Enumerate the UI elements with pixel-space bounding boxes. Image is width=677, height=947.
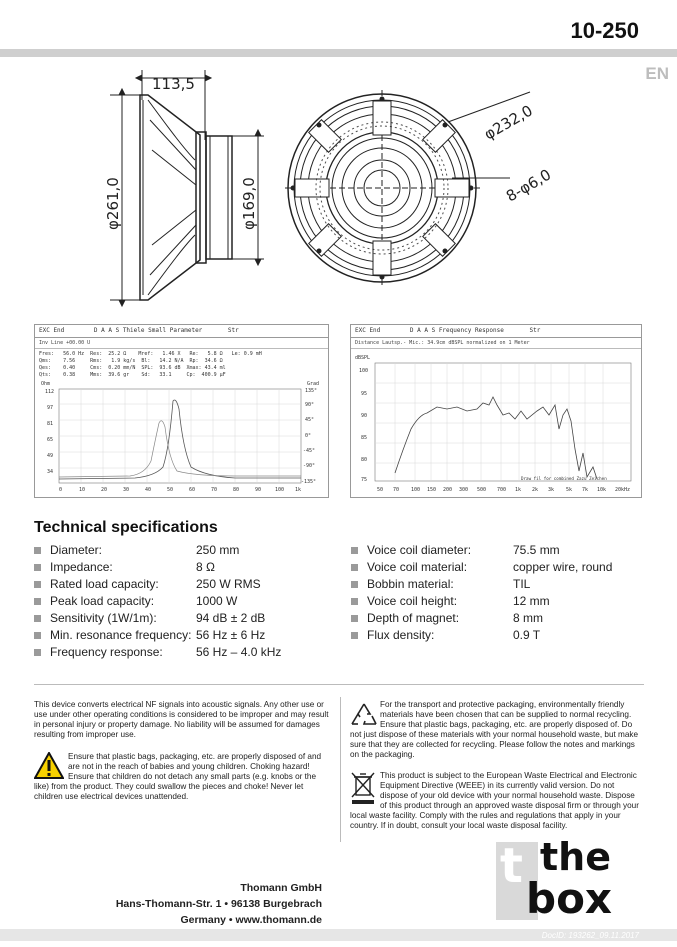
fr-y-tick: 95 [361,391,368,397]
spec-value: 8 Ω [196,560,215,574]
weee-text [350,771,642,831]
spec-row [34,576,334,593]
fr-x-tick: 70 [393,487,400,493]
tsp-y-right-tick: 90° [305,402,315,408]
spec-row [351,610,651,627]
spec-row [34,559,334,576]
dim-depth: 113,5 [152,75,195,93]
spec-value: 8 mm [513,611,543,625]
dim-outer-diameter: φ261,0 [104,177,122,230]
spec-value: 56 Hz ± 6 Hz [196,628,266,642]
tsp-param-line: Qts: 0.38 Mms: 39.6 gr Sd: 33.1 Cp: 400.9 µF [39,372,226,378]
spec-value: 250 W RMS [196,577,261,591]
icon-spacer [34,752,68,780]
tsp-x-tick: 60 [189,487,196,493]
spec-row [34,542,334,559]
fr-x-tick: 100 [411,487,421,493]
fr-y-tick: 80 [361,457,368,463]
fr-y-label: dBSPL [355,355,371,361]
fr-y-tick: 85 [361,435,368,441]
spec-row [351,542,651,559]
divider [34,684,644,685]
doc-id: DocID: 193262_09.11.2017 [541,931,639,940]
technical-drawing [0,60,677,315]
logo-box: box [526,874,613,923]
spec-value: 94 dB ± 2 dB [196,611,266,625]
fr-x-tick: 10k [597,487,607,493]
spec-label: Sensitivity (1W/1m): [50,611,157,625]
logo-the: the [540,835,611,879]
tsp-graph [35,379,328,497]
fr-y-tick: 100 [359,368,369,374]
tsp-plot-title: D A A S Thiele Small Parameter [93,327,203,334]
fr-plot-title-right: Str [529,327,541,334]
spec-value: 12 mm [513,594,550,608]
spec-label: Frequency response: [50,645,163,659]
bullet [34,547,41,554]
weee-note: This product is subject to the European Waste Electrical and Electronic Equipment Directive (WEEE) in its currently valid version. Do not dispose of your old device with your normal household waste. Dispose of this product through an approved waste disposal firm or through your local waste facility. Comply with the rules and regulations that apply in your country. If in doubt, consult your local waste disposal facility. [350,771,639,830]
bullet [34,632,41,639]
icon-spacer [350,700,380,730]
tsp-y-right-label: Grad [307,381,320,387]
thebox-logo [496,835,646,923]
bullet [351,615,358,622]
fr-plot-title: D A A S Frequency Response [409,327,504,334]
tsp-plot-titlebar [35,325,328,338]
fr-x-tick: 500 [477,487,487,493]
spec-row [34,610,334,627]
dim-bolt-circle: φ232,0 [481,101,536,144]
tsp-params [35,349,328,381]
bullet [351,598,358,605]
dim-mounting-holes: 8-φ6,0 [503,165,555,206]
spec-value: TIL [513,577,531,591]
fr-caption: Draw fil for combined Zazu Zeichen [521,476,607,481]
fr-x-tick: 5k [566,487,573,493]
company-country: Germany • www.thomann.de [180,914,322,926]
bullet [351,581,358,588]
fr-x-tick: 300 [459,487,469,493]
spec-label: Bobbin material: [367,577,454,591]
fr-x-tick: 50 [377,487,384,493]
column-divider [340,697,341,842]
tsp-x-tick: 100 [275,487,285,493]
tsp-y-right-tick: -90° [303,463,316,469]
tsp-x-tick: 50 [167,487,174,493]
spec-label: Diameter: [50,543,103,557]
bullet [34,598,41,605]
tsp-x-tick: 1k [295,487,302,493]
tsp-x-tick: 30 [123,487,130,493]
fr-x-tick: 1k [515,487,522,493]
spec-value: 0.9 T [513,628,541,642]
fr-y-tick: 90 [361,413,368,419]
specs-title: Technical specifications [34,519,218,536]
header-bar [0,49,677,57]
bullet [351,547,358,554]
icon-spacer [350,771,380,809]
spec-label: Peak load capacity: [50,594,155,608]
tsp-param-line: Qms: 7.56 Rms: 1.9 kg/s Bl: 14.2 N/A Rp: 34.6 Ω [39,358,223,364]
tsp-y-tick: 81 [47,421,54,427]
tsp-y-tick: 97 [47,405,54,411]
tsp-x-tick: 10 [79,487,86,493]
fr-x-tick: 2k [532,487,539,493]
spec-value: 56 Hz – 4.0 kHz [196,645,282,659]
spec-row [351,593,651,610]
tsp-x-tick: 40 [145,487,152,493]
spec-value: 1000 W [196,594,238,608]
spec-label: Rated load capacity: [50,577,159,591]
fr-x-tick: 200 [443,487,453,493]
frequency-response-plot [350,324,642,498]
tsp-y-right-tick: -135° [301,479,317,485]
dim-magnet-diameter: φ169,0 [240,177,258,230]
tsp-y-tick: 49 [47,453,54,459]
bullet [351,564,358,571]
bullet [34,649,41,656]
bullet [34,615,41,622]
tsp-x-tick: 90 [255,487,262,493]
bullet [34,581,41,588]
tsp-param-line: Fres: 56.0 Hz Res: 25.2 Ω Mref: 1.46 X Re: 5.8 Ω Le: 0.9 mH [39,351,262,357]
spec-row [34,593,334,610]
model-number: 10-250 [570,18,639,43]
company-name: Thomann GmbH [240,882,322,894]
spec-label: Flux density: [367,628,435,642]
tsp-plot-title-left: EXC End [39,327,65,334]
logo-t-letter: t [500,838,523,894]
tsp-y-tick: 65 [47,437,54,443]
fr-graph [351,349,641,497]
fr-x-tick: 150 [427,487,437,493]
tsp-y-right-tick: 135° [305,388,318,394]
bullet [351,632,358,639]
spec-label: Voice coil diameter: [367,543,472,557]
specs-right-list [351,542,651,644]
fr-x-tick: 700 [497,487,507,493]
fr-x-tick: 20kHz [615,487,631,493]
tsp-x-tick: 80 [233,487,240,493]
packaging-text [350,700,642,760]
tsp-x-tick: 20 [101,487,108,493]
children-warning-text [34,752,330,802]
tsp-param-line: Qes: 0.40 Cms: 0.20 mm/N SPL: 93.6 dB Xmax: 43.4 ml [39,365,226,371]
packaging-note: For the transport and protective packaging, environmentally friendly materials have been chosen that can be supplied to normal recycling. Ensure that plastic bags, packaging, etc. are properly disposed of. Do not just dispose of these materials with your normal household waste, but make sure that they are collected for recycling. Please follow the notes and markings on the packaging. [350,700,639,759]
language-code: EN [645,64,669,83]
intended-use-note: This device converts electrical NF signals into acoustic signals. Any other use or use under other operating conditions is considered to be improper and may result in personal injury or property damage. No liability will be assumed for damages resulting from improper use. [34,700,329,739]
tsp-x-tick: 70 [211,487,218,493]
tsp-y-tick: 34 [47,469,54,475]
spec-row [34,627,334,644]
tsp-y-label: Ohm [41,381,51,387]
spec-value: 250 mm [196,543,240,557]
tsp-y-right-tick: -45° [303,448,316,454]
spec-label: Depth of magnet: [367,611,460,625]
fr-plot-subbar: Distance Lautsp.- Mic.: 34.9cm dBSPL normalized on 1 Meter [351,338,641,349]
fr-plot-titlebar [351,325,641,338]
company-street: Hans-Thomann-Str. 1 • 96138 Burgebrach [115,898,322,910]
spec-label: Min. resonance frequency: [50,628,192,642]
fr-x-tick: 3k [548,487,555,493]
bullet [34,564,41,571]
fr-x-tick: 7k [582,487,589,493]
spec-label: Voice coil material: [367,560,468,574]
tsp-y-tick: 112 [45,389,55,395]
tsp-plot [34,324,329,498]
fr-y-tick: 75 [361,477,368,483]
spec-label: Impedance: [50,560,113,574]
tsp-y-right-tick: 45° [305,417,315,423]
spec-value: copper wire, round [513,560,613,574]
company-address [116,880,322,928]
children-warning-note: Ensure that plastic bags, packaging, etc. are properly disposed of and are not in the reach of babies and young children. Choking hazard! Ensure that children do not detach any small parts (e.g. knobs or the like) from the product. They could swallow the pieces and choke! Never let children use electrical devices unattended. [34,752,322,801]
spec-value: 75.5 mm [513,543,560,557]
spec-row [351,559,651,576]
spec-row [351,627,651,644]
tsp-plot-subbar: Inv Line +00.00 U [35,338,328,349]
tsp-y-right-tick: 0° [305,433,312,439]
tsp-x-tick: 0 [59,487,63,493]
spec-row [34,644,334,661]
spec-label: Voice coil height: [367,594,458,608]
tsp-plot-title-right: Str [227,327,239,334]
spec-row [351,576,651,593]
fr-plot-title-left: EXC End [355,327,381,334]
specs-left-list [34,542,334,661]
